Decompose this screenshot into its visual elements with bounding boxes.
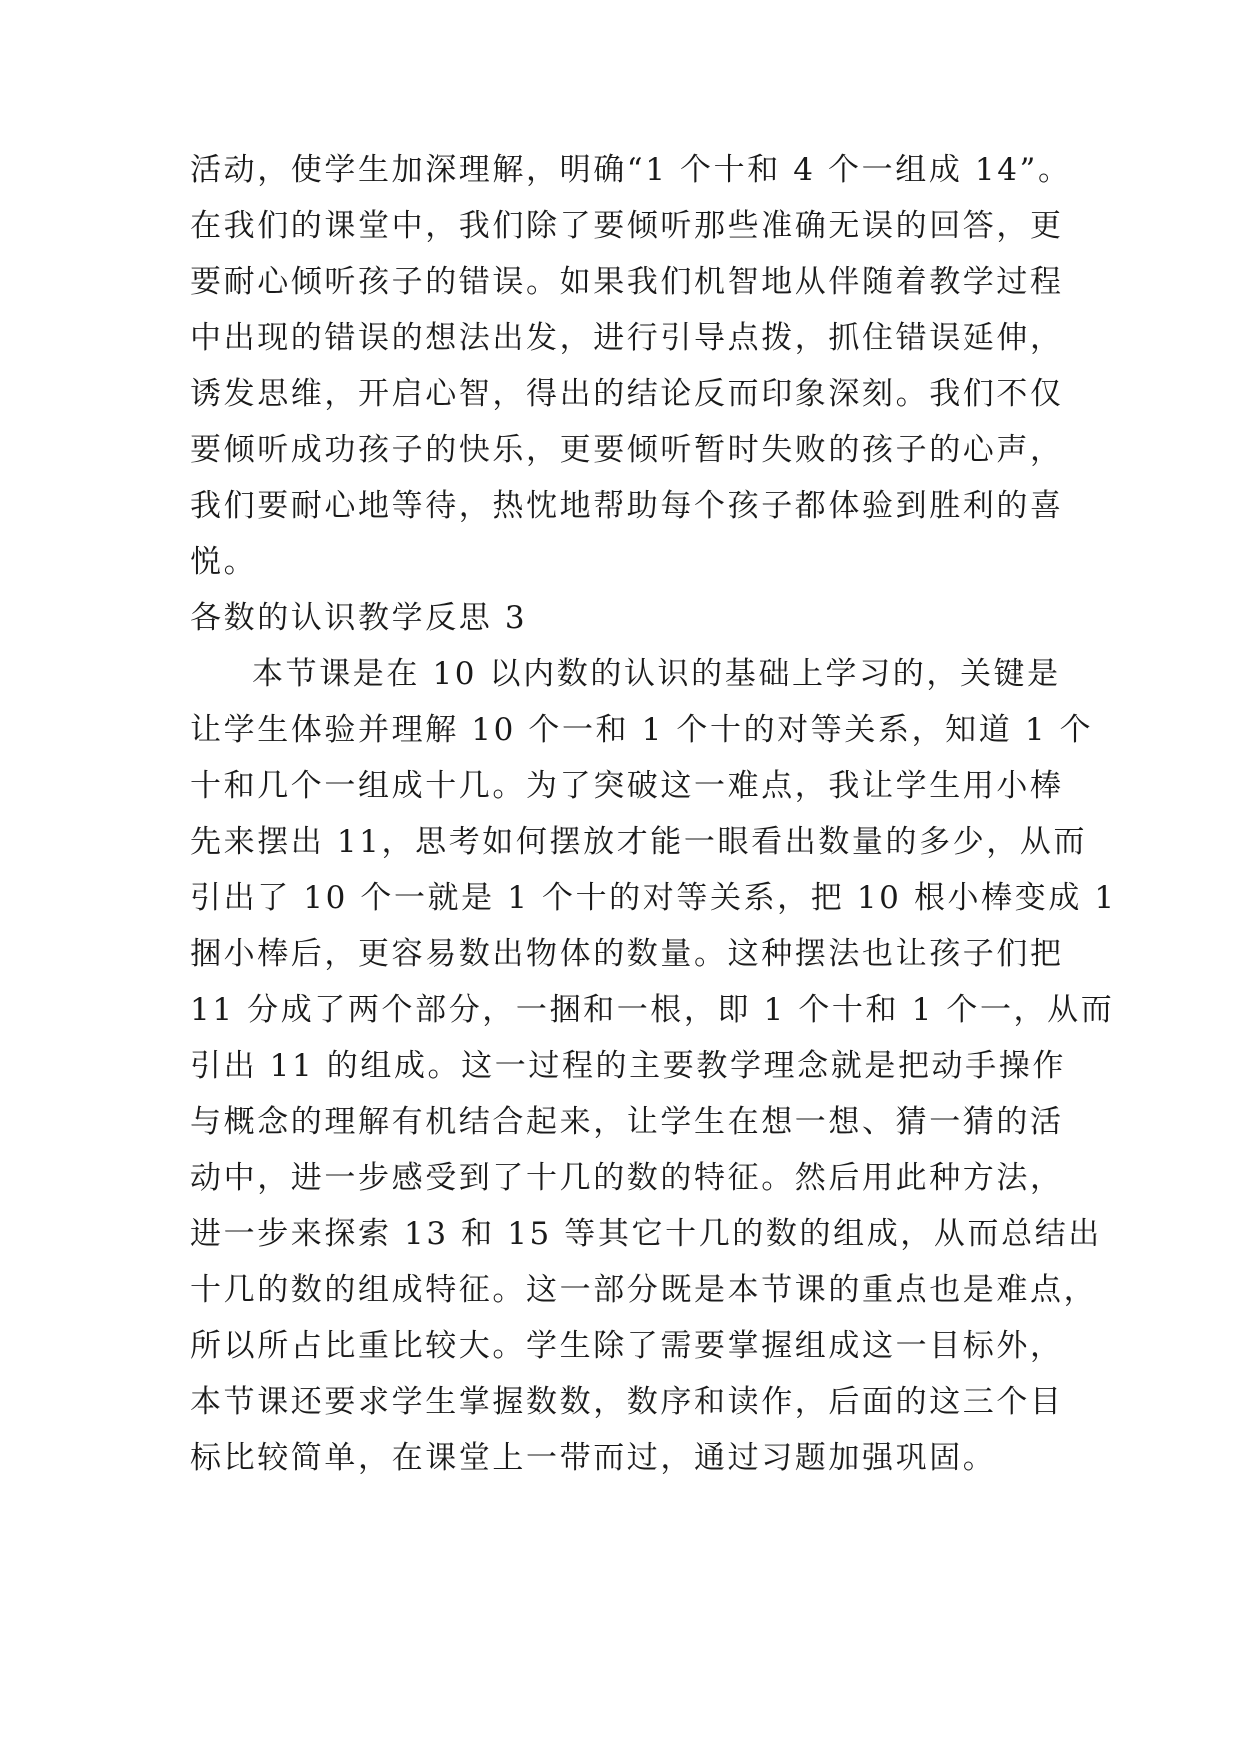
section-heading: 各数的认识教学反思 3 — [190, 600, 528, 636]
text-line: 动中，进一步感受到了十几的数的特征。然后用此种方法， — [190, 1160, 1064, 1196]
text-line: 要耐心倾听孩子的错误。如果我们机智地从伴随着教学过程 — [190, 264, 1064, 300]
text-line: 进一步来探索 13 和 15 等其它十几的数的组成，从而总结出 — [190, 1216, 1102, 1252]
text-line: 活动，使学生加深理解，明确“1 个十和 4 个一组成 14”。 — [190, 152, 1072, 188]
text-line: 在我们的课堂中，我们除了要倾听那些准确无误的回答，更 — [190, 208, 1064, 244]
text-line: 十和几个一组成十几。为了突破这一难点，我让学生用小棒 — [190, 768, 1064, 804]
text-line: 诱发思维，开启心智，得出的结论反而印象深刻。我们不仅 — [190, 376, 1064, 412]
text-line: 捆小棒后，更容易数出物体的数量。这种摆法也让孩子们把 — [190, 936, 1064, 972]
text-line: 要倾听成功孩子的快乐，更要倾听暂时失败的孩子的心声， — [190, 432, 1064, 468]
text-line: 我们要耐心地等待，热忱地帮助每个孩子都体验到胜利的喜 — [190, 488, 1064, 524]
text-line: 与概念的理解有机结合起来，让学生在想一想、猜一猜的活 — [190, 1104, 1064, 1140]
text-line: 11 分成了两个部分，一捆和一根，即 1 个十和 1 个一，从而 — [190, 992, 1115, 1028]
text-line: 所以所占比重比较大。学生除了需要掌握组成这一目标外， — [190, 1328, 1064, 1364]
text-line: 十几的数的组成特征。这一部分既是本节课的重点也是难点， — [190, 1272, 1098, 1308]
text-line: 让学生体验并理解 10 个一和 1 个十的对等关系，知道 1 个 — [190, 712, 1094, 748]
text-line: 引出了 10 个一就是 1 个十的对等关系，把 10 根小棒变成 1 — [190, 880, 1117, 916]
text-line: 先来摆出 11，思考如何摆放才能一眼看出数量的多少，从而 — [190, 824, 1088, 860]
text-line: 中出现的错误的想法出发，进行引导点拨，抓住错误延伸， — [190, 320, 1064, 356]
text-line: 悦。 — [190, 544, 258, 580]
text-line: 引出 11 的组成。这一过程的主要教学理念就是把动手操作 — [190, 1048, 1066, 1084]
text-line: 本节课是在 10 以内数的认识的基础上学习的，关键是 — [252, 656, 1061, 692]
text-line: 本节课还要求学生掌握数数，数序和读作，后面的这三个目 — [190, 1384, 1064, 1420]
text-line: 标比较简单，在课堂上一带而过，通过习题加强巩固。 — [190, 1440, 997, 1476]
